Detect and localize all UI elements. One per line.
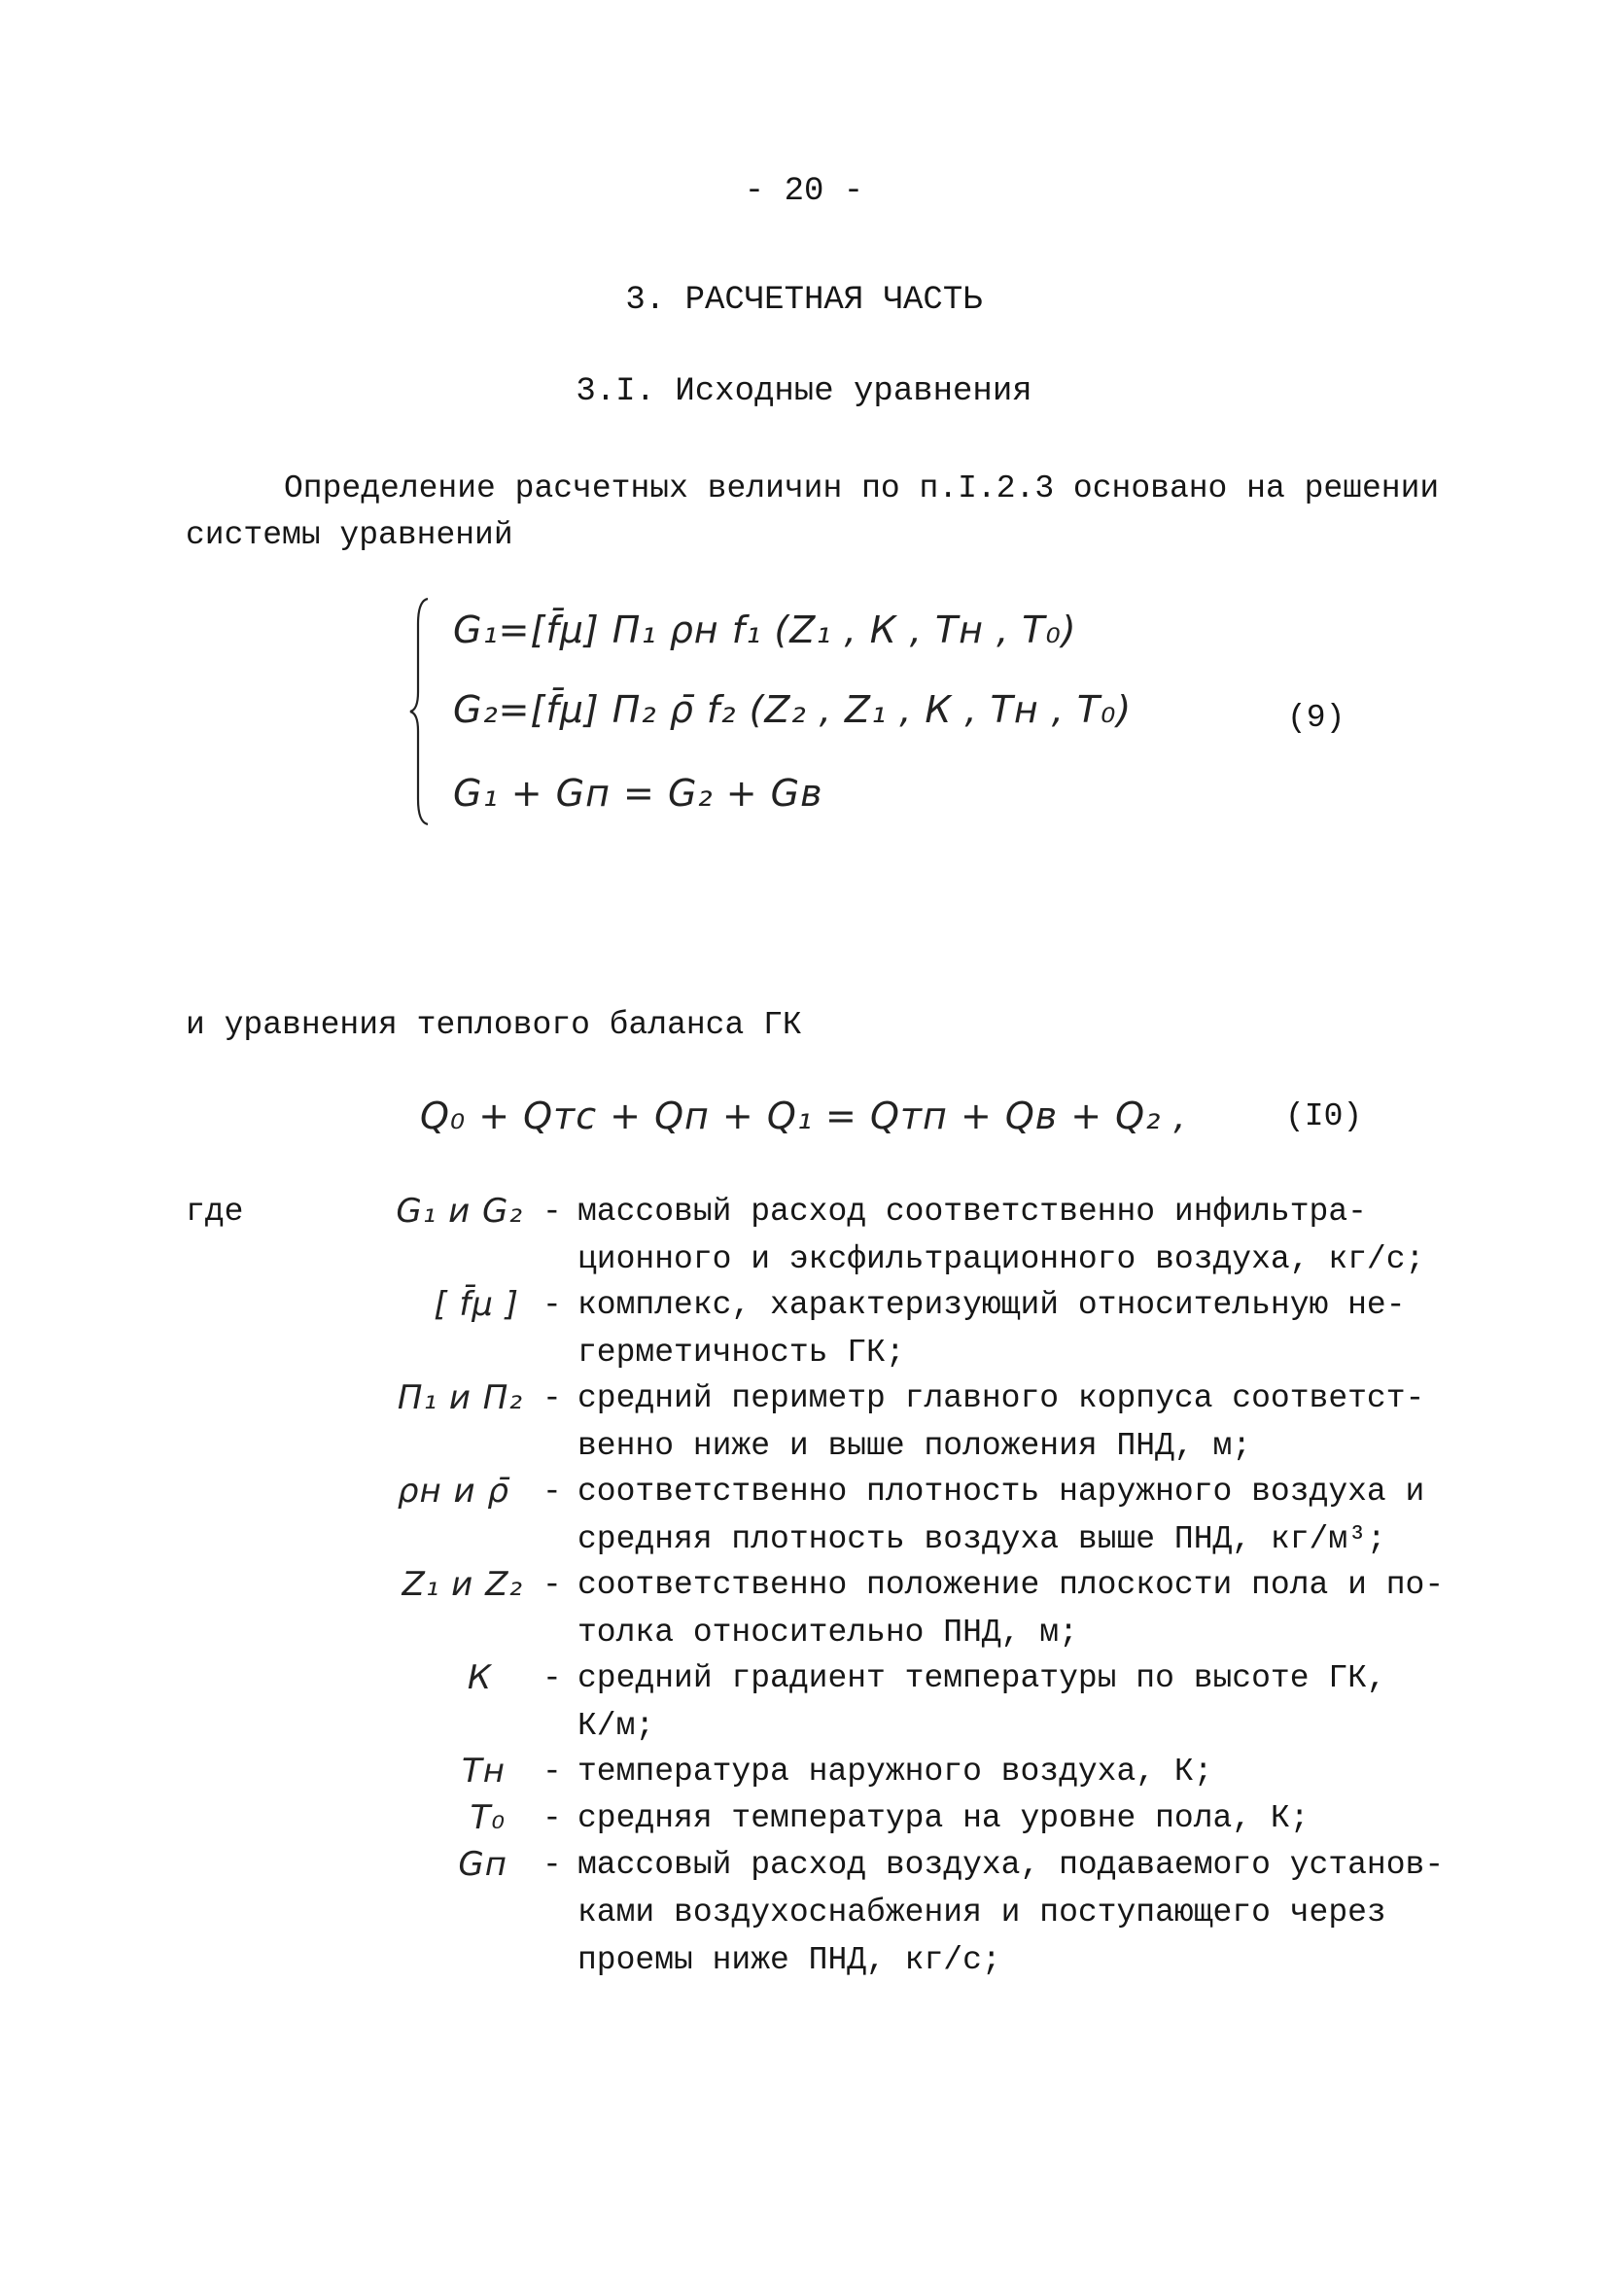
equation-9-line: G₁ + Gп = G₂ + Gв <box>453 772 823 815</box>
definition-text-line: средняя плотность воздуха выше ПНД, кг/м³; <box>577 1521 1386 1557</box>
definition-symbol: [ f̄μ ] <box>434 1285 519 1324</box>
section-title: 3. РАСЧЕТНАЯ ЧАСТЬ <box>625 282 983 319</box>
definition-text-line: комплекс, характеризующий относительную не- <box>577 1287 1406 1323</box>
definition-dash: - <box>542 1847 562 1883</box>
definition-text-line: К/м; <box>577 1708 655 1744</box>
definition-text-line: средний градиент температуры по высоте ГК, <box>577 1660 1386 1696</box>
definition-dash: - <box>542 1474 562 1510</box>
definition-symbol: G₁ и G₂ <box>396 1192 523 1231</box>
definition-dash: - <box>542 1754 562 1790</box>
definition-symbol: Tн <box>462 1752 506 1791</box>
definition-text-line: массовый расход соответственно инфильтра- <box>577 1194 1367 1230</box>
definition-dash: - <box>542 1194 562 1230</box>
definition-dash: - <box>542 1660 562 1696</box>
definition-symbol: К <box>467 1658 492 1697</box>
equation-9-line: G₁=[f̄μ] П₁ ρн f₁ (Z₁ , К , Tн , T₀) <box>453 609 1077 651</box>
definition-text-line: соответственно положение плоскости пола и по- <box>577 1567 1445 1603</box>
definition-symbol: Z₁ и Z₂ <box>402 1565 523 1604</box>
definition-text-line: толка относительно ПНД, м; <box>577 1615 1078 1651</box>
equation-10-number: (I0) <box>1285 1098 1363 1134</box>
definition-text-line: герметичность ГК; <box>577 1335 905 1371</box>
subsection-title: 3.I. Исходные уравнения <box>576 373 1032 410</box>
system-brace-icon <box>406 595 436 828</box>
intro-paragraph-line: Определение расчетных величин по п.I.2.3 основано на решении <box>284 470 1440 506</box>
definition-text-line: средний периметр главного корпуса соответст- <box>577 1380 1425 1416</box>
definition-text-line: ками воздухоснабжения и поступающего через <box>577 1895 1386 1931</box>
heat-balance-intro: и уравнения теплового баланса ГК <box>186 1007 802 1043</box>
definition-dash: - <box>542 1380 562 1416</box>
where-label: где <box>186 1194 244 1230</box>
definition-text-line: соответственно плотность наружного воздуха и <box>577 1474 1425 1510</box>
intro-paragraph-line: системы уравнений <box>186 517 513 553</box>
definition-dash: - <box>542 1800 562 1836</box>
equation-10: Q₀ + Qтс + Qп + Q₁ = Qтп + Qв + Q₂ , <box>420 1095 1187 1137</box>
definition-dash: - <box>542 1567 562 1603</box>
definition-text-line: венно ниже и выше положения ПНД, м; <box>577 1428 1252 1464</box>
definition-text-line: температура наружного воздуха, К; <box>577 1754 1213 1790</box>
definition-dash: - <box>542 1287 562 1323</box>
definition-text-line: массовый расход воздуха, подаваемого установ- <box>577 1847 1445 1883</box>
definition-text-line: проемы ниже ПНД, кг/с; <box>577 1942 1001 1978</box>
definition-text-line: ционного и эксфильтрационного воздуха, кг/с; <box>577 1241 1425 1277</box>
definition-symbol: П₁ и П₂ <box>397 1378 523 1417</box>
definition-symbol: ρн и ρ̄ <box>397 1472 509 1511</box>
equation-9-number: (9) <box>1287 700 1346 736</box>
page-number: - 20 - <box>744 173 864 210</box>
definition-text-line: средняя температура на уровне пола, К; <box>577 1800 1310 1836</box>
definition-symbol: T₀ <box>470 1798 506 1837</box>
equation-9-line: G₂=[f̄μ] П₂ ρ̄ f₂ (Z₂ , Z₁ , К , Tн , T₀) <box>453 688 1133 731</box>
definition-symbol: Gп <box>458 1845 507 1884</box>
